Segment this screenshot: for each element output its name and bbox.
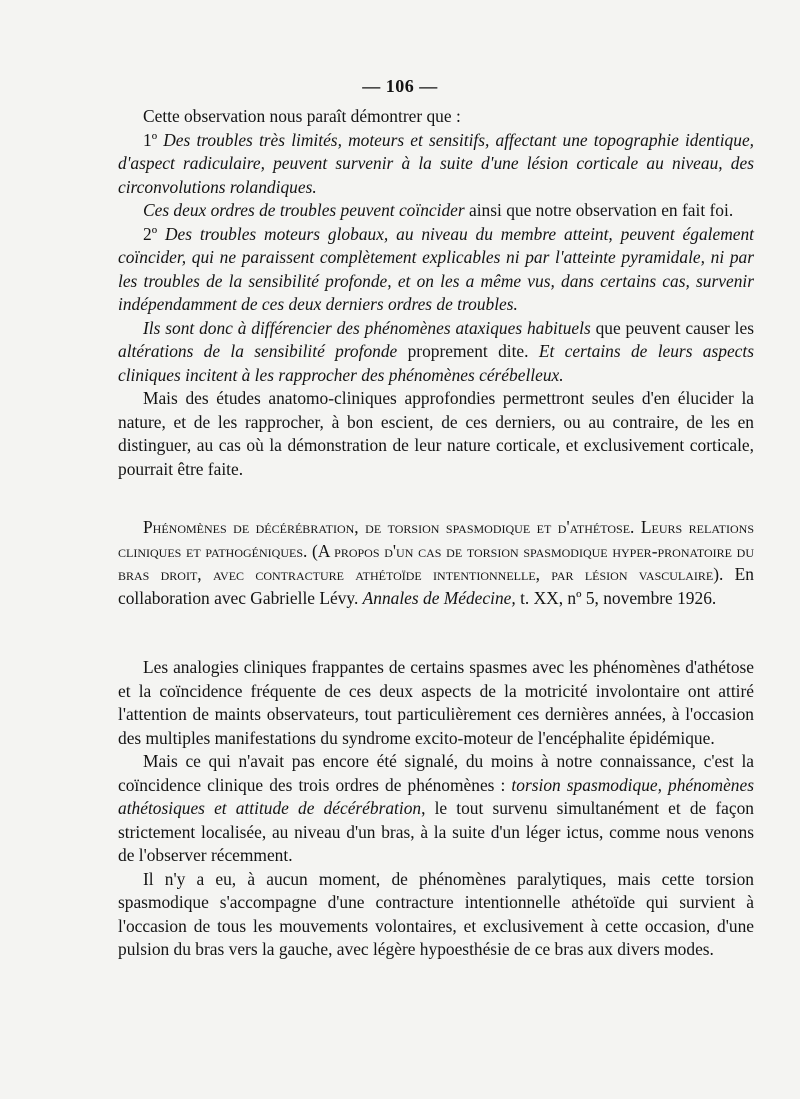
conclusion-1-paragraph	[118, 129, 754, 200]
reference-paragraph	[118, 516, 754, 610]
coincidence-clinical-text-b: , le tout survenu simultanément et de façon strictement localisée, au niveau d'un bras, à la suite d'un léger ictus, comme nous venons de l'observer récemment.	[118, 798, 754, 865]
analogies-paragraph	[118, 656, 754, 750]
reference-details: t. XX, nº 5, novembre 1926.	[515, 587, 717, 608]
conclusion-1-text: Des troubles très limités, moteurs et sensitifs, affectant une topographie identique, d'aspect radiculaire, peuvent survenir à la suite d'une lésion corticale au niveau, des circonvolutions rolandiques.	[118, 129, 755, 197]
coincidence-clinical-italic: torsion spasmodique, phénomènes athétosiques et attitude de décérébration	[118, 774, 754, 818]
reference-title: Phénomènes de décérébration, de torsion spasmodique et d'athétose. Leurs relations cliniques et pathogéniques. (A propos d'un cas de torsion spasmodique hyper-pronatoire du bras droit, avec contracture athétoïde intentionnelle, par lésion vasculaire).	[118, 517, 754, 584]
differentiation-italic-2: altérations de la sensibilité profonde	[118, 341, 398, 361]
differentiation-paragraph	[118, 317, 754, 388]
page-number: — 106 —	[362, 76, 438, 96]
intro-paragraph	[118, 105, 754, 129]
torsion-paragraph	[118, 868, 754, 962]
conclusion-1-number: 1º	[143, 129, 164, 150]
reference-journal: Annales de Médecine,	[362, 587, 516, 608]
conclusions-section	[118, 105, 754, 481]
differentiation-text-1: que peuvent causer les	[590, 317, 755, 338]
conclusion-2-number: 2º	[143, 223, 165, 244]
reference-collaboration: En collaboration avec Gabrielle Lévy.	[118, 564, 754, 608]
torsion-text: Il n'y a eu, à aucun moment, de phénomènes paralytiques, mais cette torsion spasmodique s'accompagne d'une contracture intentionnelle athétoïde qui survient à l'occasion de tous les mouvements volontaires, et exclusivement à cette occasion, d'une pulsion du bras vers la gauche, avec légère hypoesthésie de ce bras aux divers modes.	[118, 868, 754, 959]
summary-section	[118, 656, 754, 962]
coincidence-clinical-text-a: Mais ce qui n'avait pas encore été signalé, du moins à notre connaissance, c'est la coïncidence clinique des trois ordres de phénomènes :	[118, 751, 754, 795]
coincidence-text: ainsi que notre observation en fait foi.	[464, 200, 734, 220]
coincidence-clinical-paragraph	[118, 750, 754, 868]
studies-text: Mais des études anatomo-cliniques approfondies permettront seules d'en élucider la nature, et de les rapprocher, à bon escient, de ces derniers, ou au contraire, de les en distinguer, au cas où la démonstration de leur nature corticale, et exclusivement corticale, pourrait être faite.	[118, 388, 754, 479]
intro-text: Cette observation nous paraît démontrer que :	[143, 106, 461, 126]
coincidence-paragraph	[118, 199, 754, 223]
differentiation-italic-3: Et certains de leurs aspects cliniques incitent à les rapprocher des phénomènes cérébelleux.	[118, 341, 754, 385]
differentiation-text-2: proprement dite.	[397, 341, 539, 361]
conclusion-2-text: Des troubles moteurs globaux, au niveau du membre atteint, peuvent également coïncider, qui ne paraissent complètement explicables ni par l'atteinte pyramidale, ni par les troubles de la sensibilité profonde, et on les a même vus, dans certains cas, survenir indépendamment de ces deux derniers ordres de troubles.	[118, 223, 755, 314]
conclusion-2-paragraph	[118, 223, 754, 317]
differentiation-italic-1: Ils sont donc à différencier des phénomènes ataxiques habituels	[143, 317, 591, 338]
coincidence-italic: Ces deux ordres de troubles peuvent coïncider	[143, 200, 465, 220]
studies-paragraph	[118, 387, 754, 481]
analogies-text: Les analogies cliniques frappantes de certains spasmes avec les phénomènes d'athétose et la coïncidence fréquente de ces deux aspects de la motricité involontaire ont attiré l'attention de maints observateurs, tout particulièrement ces dernières années, à l'occasion des multiples manifestations du syndrome excito-moteur de l'encéphalite épidémique.	[118, 657, 754, 748]
bibliographic-reference	[118, 516, 754, 610]
